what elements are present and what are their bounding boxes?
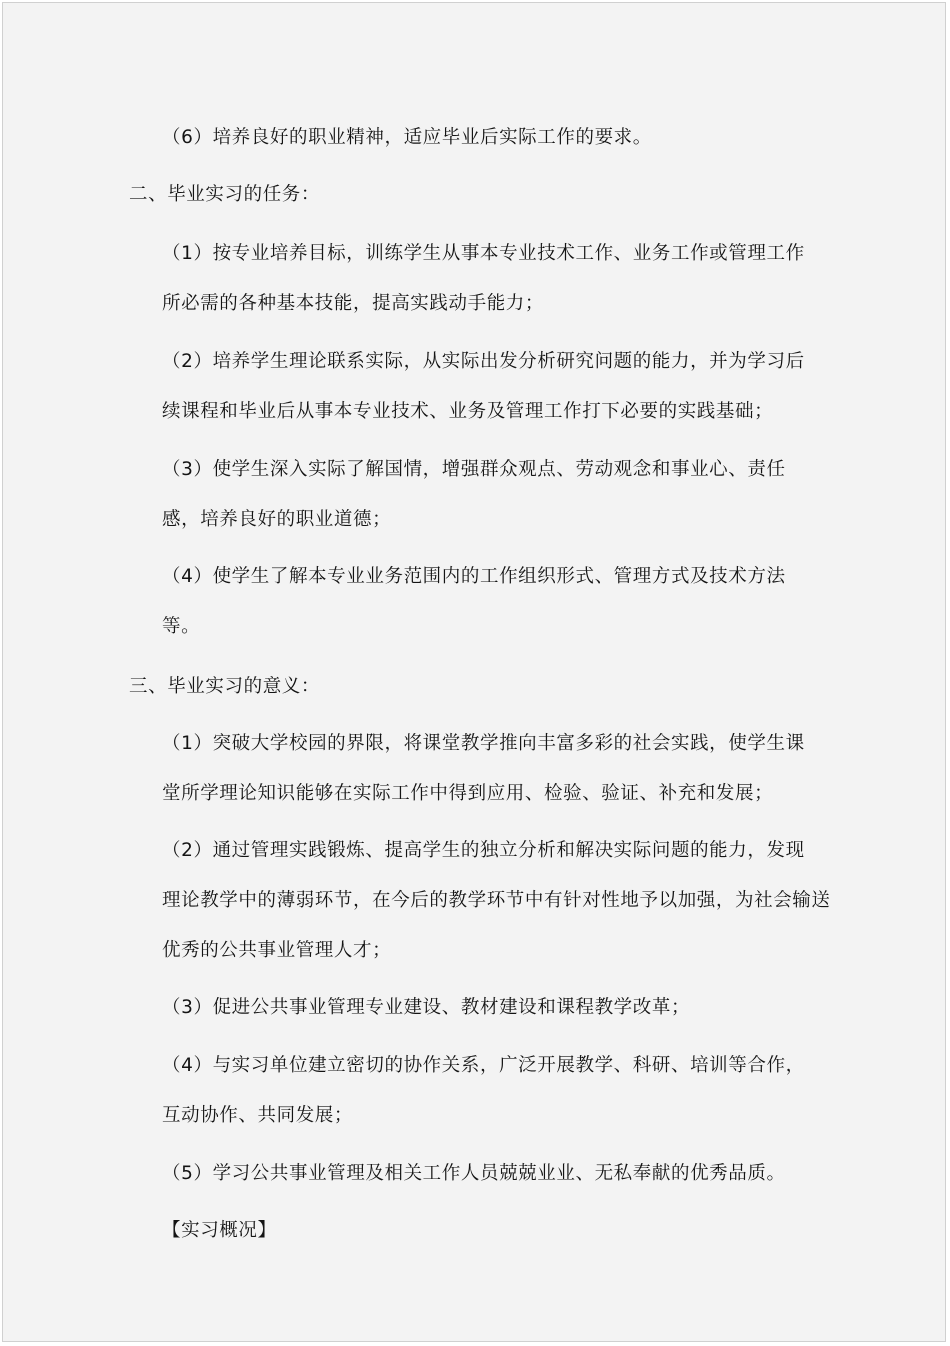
paragraph-line: 二、毕业实习的任务： [129, 184, 321, 205]
paragraph-task-1 [111, 229, 805, 329]
paragraph-significance-4 [111, 1041, 805, 1141]
section-heading-significance [111, 662, 791, 712]
paragraph-line: （6）培养良好的职业精神，适应毕业后实际工作的要求。 [162, 127, 652, 148]
paragraph-line: 互动协作、共同发展； [162, 1105, 354, 1126]
paragraph-line: 堂所学理论知识能够在实际工作中得到应用、检验、验证、补充和发展； [162, 783, 774, 804]
paragraph-significance-5 [111, 1149, 791, 1199]
paragraph-task-2 [111, 337, 805, 437]
paragraph-line: 感，培养良好的职业道德； [162, 509, 392, 530]
paragraph-significance-1 [111, 719, 805, 819]
paragraph-line: 所必需的各种基本技能，提高实践动手能力； [162, 293, 545, 314]
paragraph-task-4 [111, 552, 791, 652]
document-page [2, 2, 946, 1342]
paragraph-significance-3 [111, 983, 791, 1033]
paragraph-line: （4）使学生了解本专业业务范围内的工作组织形式、管理方式及技术方法 [162, 566, 786, 587]
paragraph-line: （3）促进公共事业管理专业建设、教材建设和课程教学改革； [162, 997, 691, 1018]
paragraph-line: （1）按专业培养目标，训练学生从事本专业技术工作、业务工作或管理工作 [162, 243, 805, 264]
paragraph-line: （2）通过管理实践锻炼、提高学生的独立分析和解决实际问题的能力，发现 [162, 840, 805, 861]
paragraph-line: （2）培养学生理论联系实际，从实际出发分析研究问题的能力，并为学习后 [162, 351, 805, 372]
paragraph-task-3 [111, 445, 791, 545]
section-heading-overview [111, 1206, 791, 1256]
paragraph-line: （5）学习公共事业管理及相关工作人员兢兢业业、无私奉献的优秀品质。 [162, 1163, 786, 1184]
paragraph-goal-6 [111, 113, 791, 163]
paragraph-line: （4）与实习单位建立密切的协作关系，广泛开展教学、科研、培训等合作， [162, 1055, 805, 1076]
paragraph-line: 三、毕业实习的意义： [129, 676, 321, 697]
paragraph-line: （1）突破大学校园的界限，将课堂教学推向丰富多彩的社会实践，使学生课 [162, 733, 805, 754]
paragraph-line: 【实习概况】 [162, 1220, 277, 1241]
paragraph-line: 续课程和毕业后从事本专业技术、业务及管理工作打下必要的实践基础； [162, 401, 774, 422]
section-heading-tasks [111, 170, 791, 220]
paragraph-line: 优秀的公共事业管理人才； [162, 940, 392, 961]
paragraph-line: 理论教学中的薄弱环节，在今后的教学环节中有针对性地予以加强，为社会输送 [162, 890, 831, 911]
paragraph-line: （3）使学生深入实际了解国情，增强群众观点、劳动观念和事业心、责任 [162, 459, 786, 480]
paragraph-line: 等。 [162, 616, 201, 637]
paragraph-significance-2 [111, 826, 831, 976]
